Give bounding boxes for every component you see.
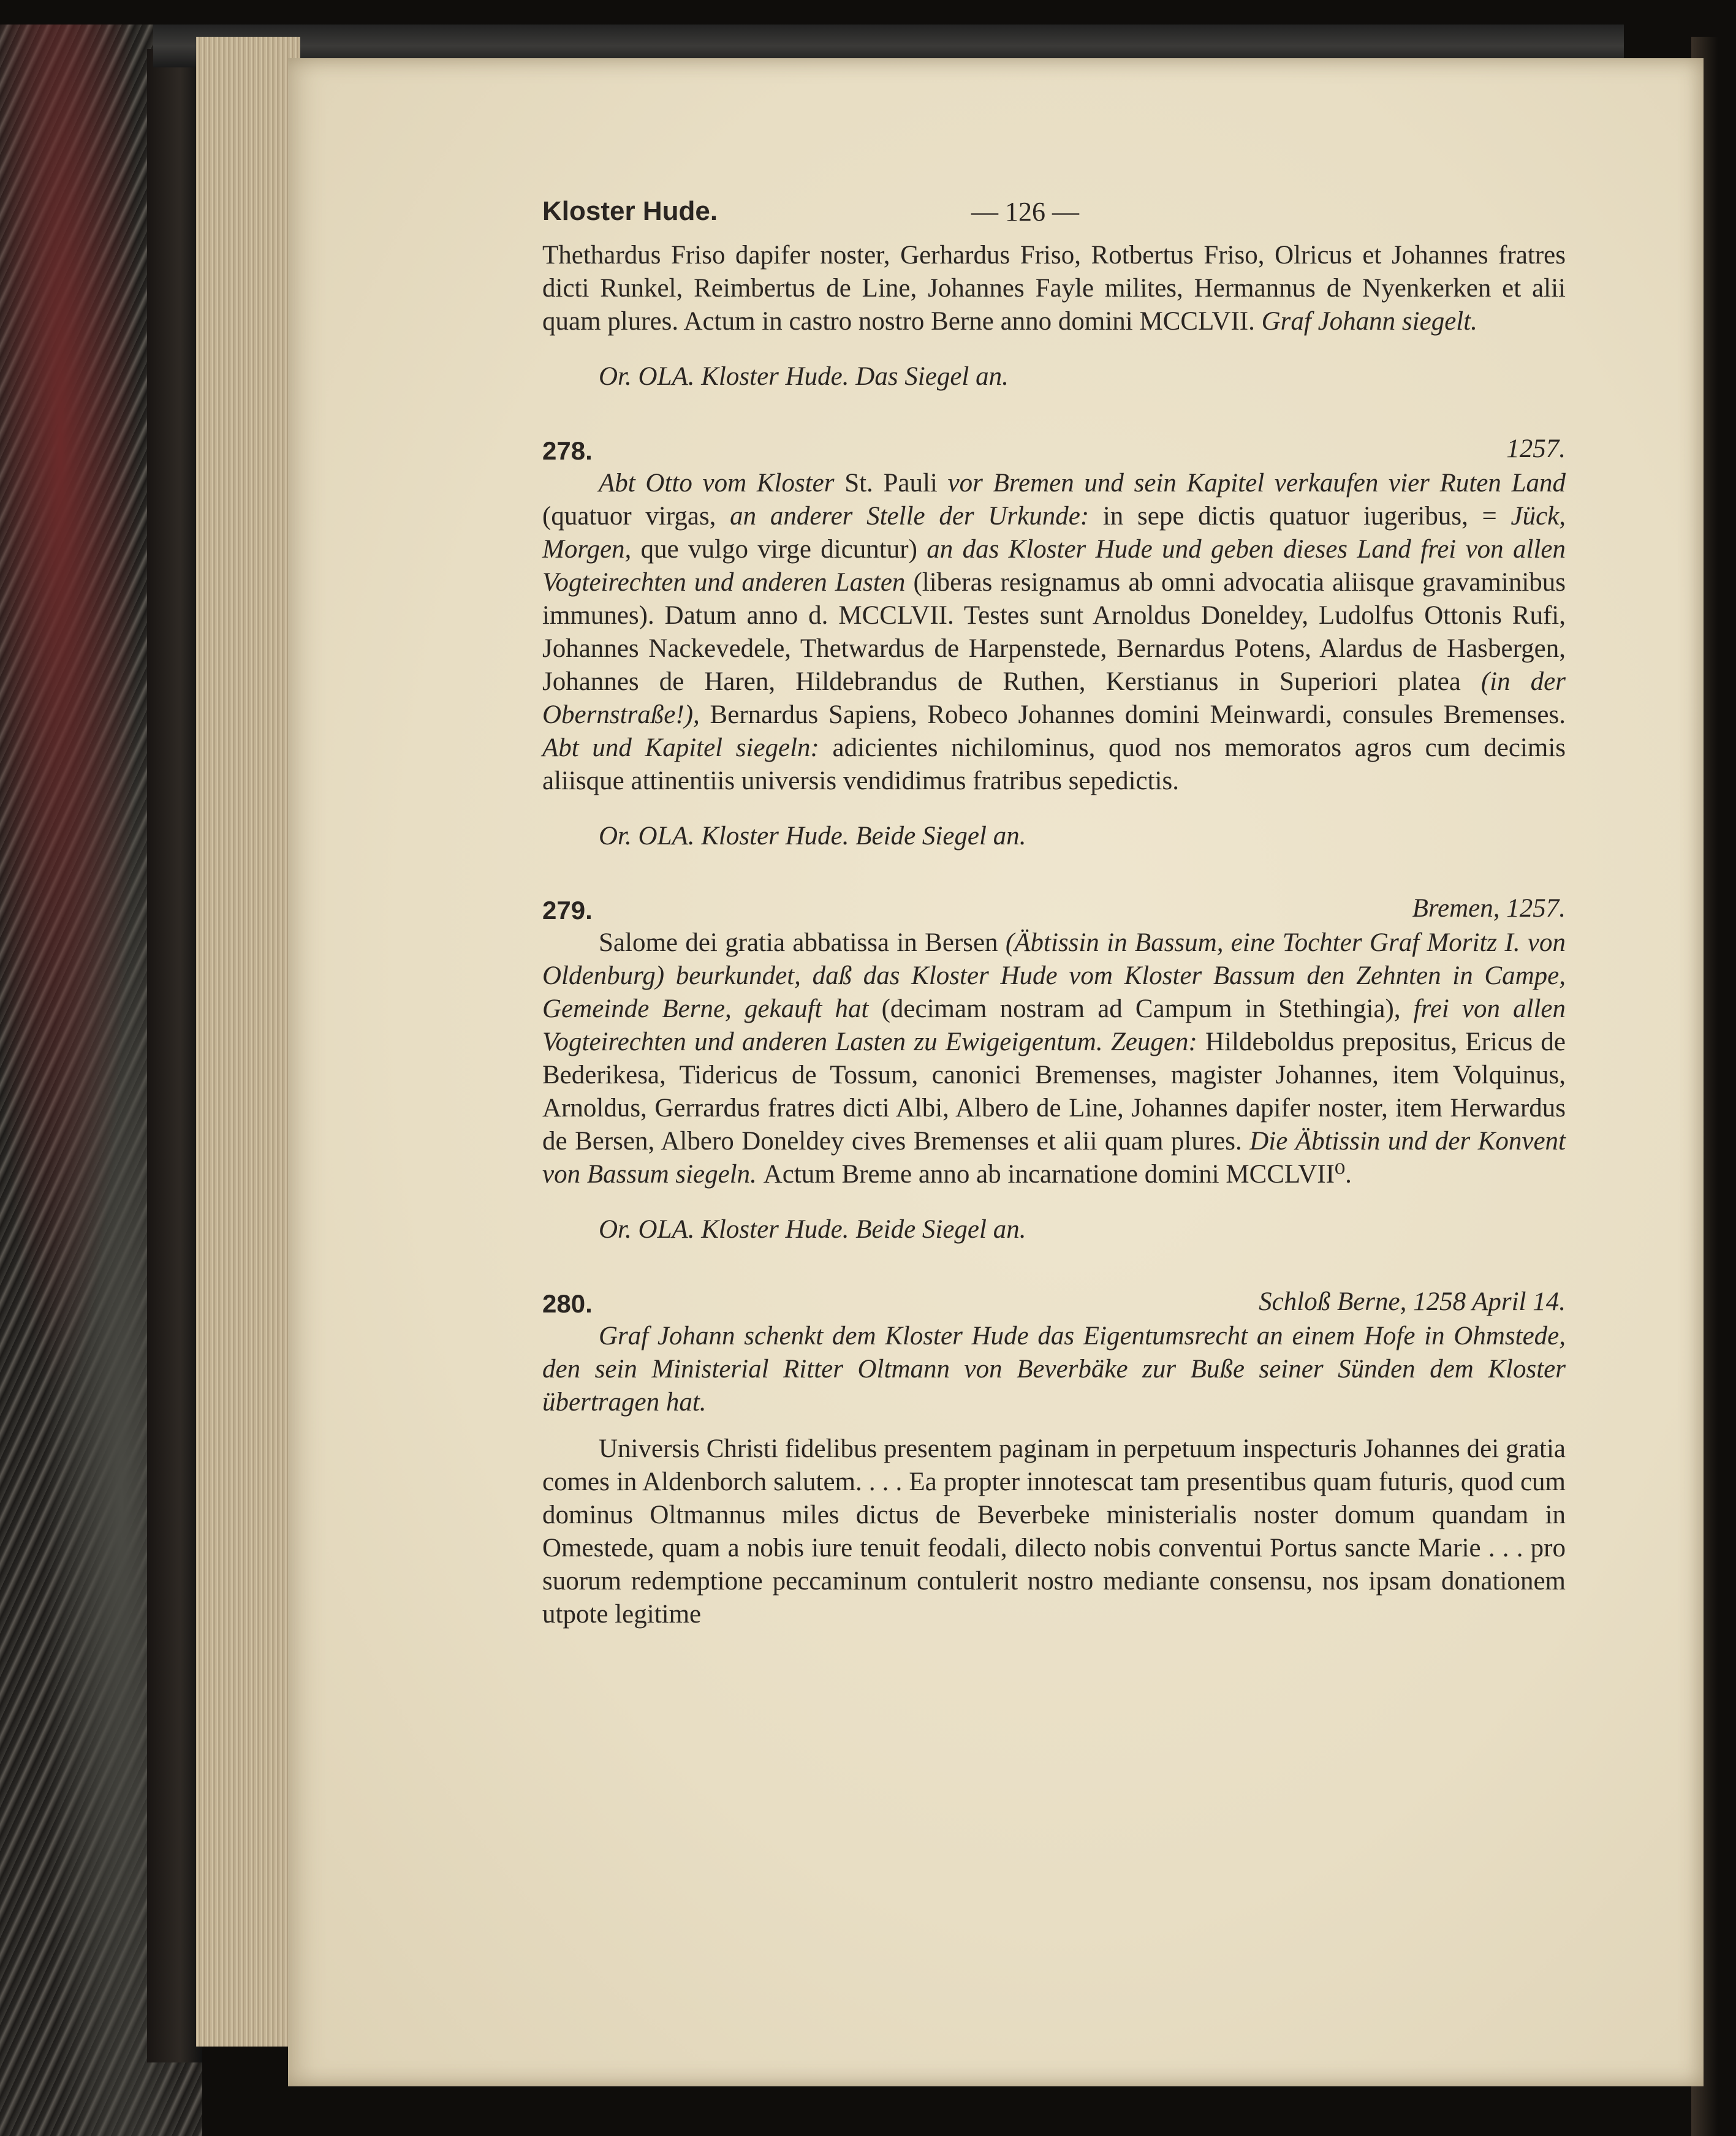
entry-number: 280. xyxy=(542,1289,593,1318)
text-run: Abt und Kapitel siegeln: xyxy=(542,733,833,762)
text-run: in sepe dictis quatuor iugeribus, = xyxy=(1102,502,1511,531)
entry-date: Schloß Berne, 1258 April 14. xyxy=(1259,1287,1566,1316)
entry-date: Bremen, 1257. xyxy=(1412,894,1566,923)
text-run: que vulgo virge dicuntur) xyxy=(640,535,927,564)
entry-number: 279. xyxy=(542,896,593,925)
entry-278-heading xyxy=(542,429,1566,467)
header-title: Kloster Hude. xyxy=(542,196,718,226)
intro-seal-note: Graf Johann siegelt. xyxy=(1261,307,1477,336)
text-run: Bernardus Sapiens, Robeco Johannes domini Meinwardi, consules Bremenses. xyxy=(710,700,1566,729)
text-run: Abt Otto vom Kloster xyxy=(599,469,845,498)
entry-280-heading xyxy=(542,1282,1566,1320)
page-content xyxy=(542,184,1566,1631)
text-run: (liberas resignamus ab omni advocatia aliisque gravaminibus immunes). Datum anno d. MCCLVII. Testes sunt Arnoldus Doneldey, Ludolfus Ottonis Rufi, Johannes Nackevedele, Thetwardus de Harpenstede, Bernardus Potens, Alardus de Hasbergen, Johannes de Haren, Hildebrandus de Ruthen, Kerstianus in Superiori platea xyxy=(542,568,1566,696)
text-run: Actum Breme anno ab incarnatione domini MCCLVII⁰. xyxy=(763,1160,1352,1189)
marbled-cover xyxy=(0,25,202,2136)
text-run: (quatuor virgas, xyxy=(542,502,730,531)
text-run: an anderer Stelle der Urkunde: xyxy=(730,502,1103,531)
text-run: (decimam nostram ad Campum in Stethingia), xyxy=(881,994,1414,1023)
intro-paragraph xyxy=(542,239,1566,338)
entry-279-text xyxy=(542,926,1566,1191)
text-run: vor Bremen und sein Kapitel verkaufen vier Ruten Land xyxy=(947,469,1566,498)
entry-279-heading xyxy=(542,888,1566,926)
text-run: an das Kloster Hude und geben dieses Land frei von allen Vogteirechten und anderen Lasten xyxy=(542,535,1566,597)
text-run: (in der Obernstraße!), xyxy=(542,667,1566,729)
text-run: Jück, Morgen, xyxy=(542,502,1566,564)
text-run: Hildeboldus prepositus, Ericus de Bederikesa, Tidericus de Tossum, canonici Bremenses, magister Johannes, item Volquinus, Arnoldus, Gerrardus fratres dicti Albi, Albero de Line, Johannes dapifer noster, item Herwardus de Bersen, Albero Doneldey cives Bremenses et alii quam plures. xyxy=(542,1028,1566,1156)
intro-text: Thethardus Friso dapifer noster, Gerhardus Friso, Rotbertus Friso, Olricus et Johannes fratres dicti Runkel, Reimbertus de Line, Johannes Fayle milites, Hermannus de Nyenkerken et alii quam plures. Actum in castro nostro Berne anno domini MCCLVII. xyxy=(542,241,1566,336)
page-number: — 126 — xyxy=(971,197,1079,227)
running-header xyxy=(542,184,1566,239)
entry-number: 278. xyxy=(542,436,593,465)
text-run: (Äbtissin in Bassum, eine Tochter Graf Moritz I. von Oldenburg) beurkundet, daß das Kloster Hude vom Kloster Bassum den Zehnten in Campe, Gemeinde Berne, gekauft hat xyxy=(542,928,1566,1023)
text-run: adicientes nichilominus, quod nos memoratos agros cum decimis aliisque attinentiis universis vendidimus fratribus sepedictis. xyxy=(542,733,1566,795)
text-run: frei von allen Vogteirechten und anderen Lasten zu Ewigeigentum. Zeugen: xyxy=(542,994,1566,1056)
book-spine xyxy=(147,49,202,2062)
entry-280-text: Universis Christi fidelibus presentem paginam in perpetuum inspecturis Johannes dei gratia comes in Aldenborch salutem. . . . Ea propter innotescat tam presentibus quam futuris, quod cum dominus Oltmannus miles dictus de Beverbeke ministerialis noster domum quandam in Omestede, quam a nobis iure tenuit feodali, dilecto nobis conventui Portus sancte Marie . . . pro suorum redemptione peccaminum contulerit nostro mediante consensu, nos ipsam donationem utpote legitime xyxy=(542,1434,1566,1629)
entry-278-source: Or. OLA. Kloster Hude. Beide Siegel an. xyxy=(599,822,1026,850)
text-run: Salome dei gratia abbatissa in Bersen xyxy=(599,928,1006,957)
entry-date: 1257. xyxy=(1506,434,1566,463)
entry-280-summary: Graf Johann schenkt dem Kloster Hude das Eigentumsrecht an einem Hofe in Ohmstede, den sein Ministerial Ritter Oltmann von Beverbäke zur Buße seiner Sünden dem Kloster übertragen hat. xyxy=(542,1322,1566,1417)
entry-279-source: Or. OLA. Kloster Hude. Beide Siegel an. xyxy=(599,1215,1026,1244)
intro-source: Or. OLA. Kloster Hude. Das Siegel an. xyxy=(599,362,1009,391)
text-run: Die Äbtissin und der Konvent von Bassum siegeln. xyxy=(542,1127,1566,1189)
page-edges xyxy=(196,37,300,2047)
text-run: St. Pauli xyxy=(844,469,948,498)
entry-278-text xyxy=(542,467,1566,798)
